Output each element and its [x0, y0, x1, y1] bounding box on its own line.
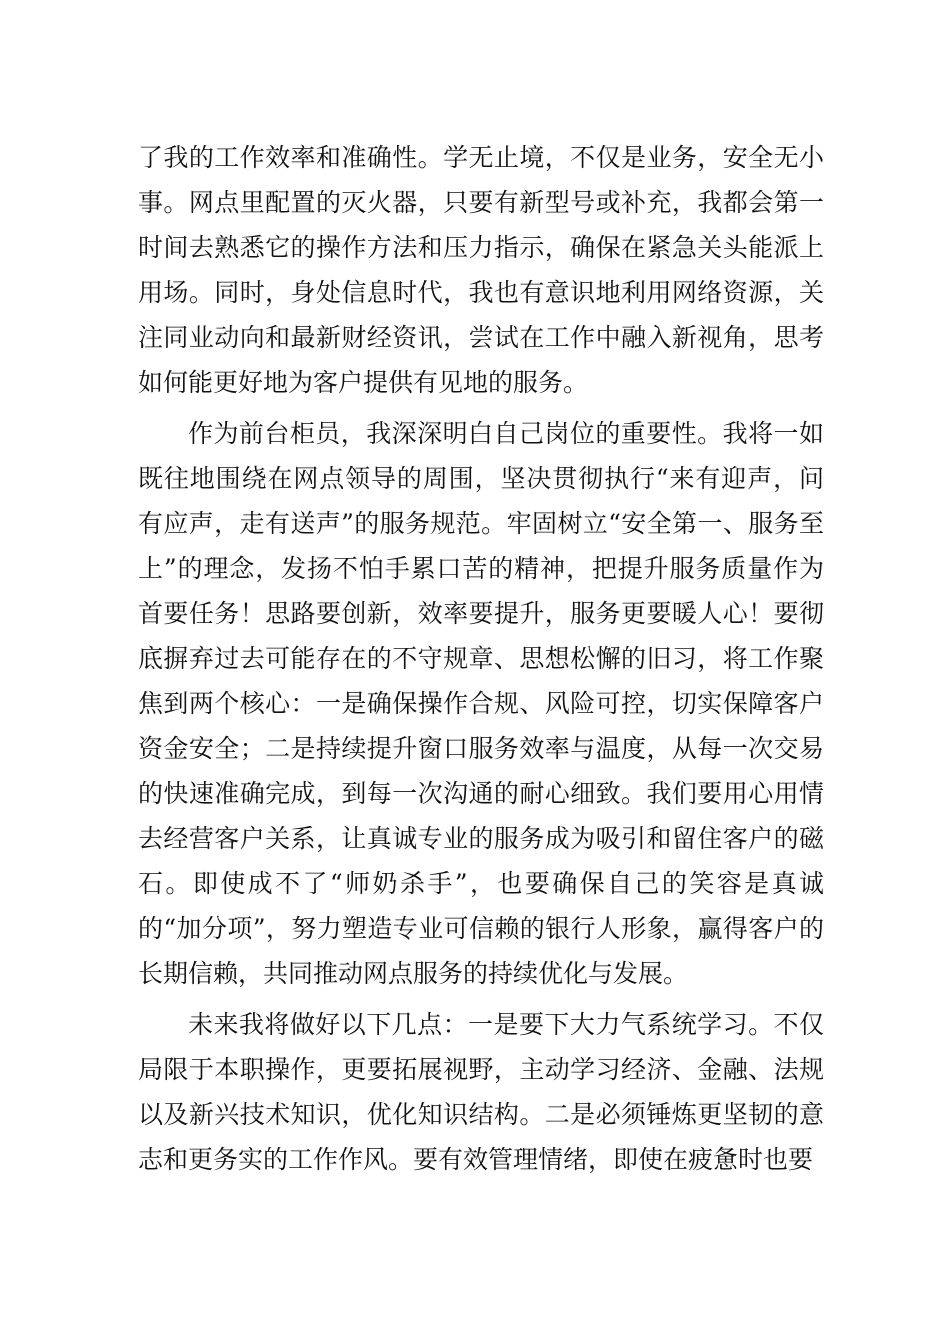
paragraph-1: 了我的工作效率和准确性。学无止境，不仅是业务，安全无小事。网点里配置的灭火器，只要有新型号或补充，我都会第一时间去熟悉它的操作方法和压力指示，确保在紧急关头能派上用场。同时，身处信息时代，我也有意识地利用网络资源，关注同业动向和最新财经资讯，尝试在工作中融入新视角，思考如何能更好地为客户提供有见地的服务。 — [138, 143, 824, 397]
paragraph-2: 作为前台柜员，我深深明白自己岗位的重要性。我将一如既往地围绕在网点领导的周围，坚决贯彻执行“来有迎声，问有应声，走有送声”的服务规范。牢固树立“安全第一、服务至上”的理念，发扬不怕手累口苦的精神，把提升服务质量作为首要任务！思路要创新，效率要提升，服务更要暖人心！要彻底摒弃过去可能存在的不守规章、思想松懈的旧习，将工作聚焦到两个核心：一是确保操作合规、风险可控，切实保障客户资金安全；二是持续提升窗口服务效率与温度，从每一次交易的快速准确完成，到每一次沟通的耐心细致。我们要用心用情去经营客户关系，让真诚专业的服务成为吸引和留住客户的磁石。即使成不了“师奶杀手”，也要确保自己的笑容是真诚的“加分项”，努力塑造专业可信赖的银行人形象，赢得客户的长期信赖，共同推动网点服务的持续优化与发展。 — [138, 419, 824, 988]
document-body — [138, 135, 824, 1188]
paragraph-3: 未来我将做好以下几点：一是要下大力气系统学习。不仅局限于本职操作，更要拓展视野，主动学习经济、金融、法规以及新兴技术知识，优化知识结构。二是必须锤炼更坚韧的意志和更务实的工作作风。要有效管理情绪，即使在疲惫时也要 — [138, 1010, 824, 1174]
